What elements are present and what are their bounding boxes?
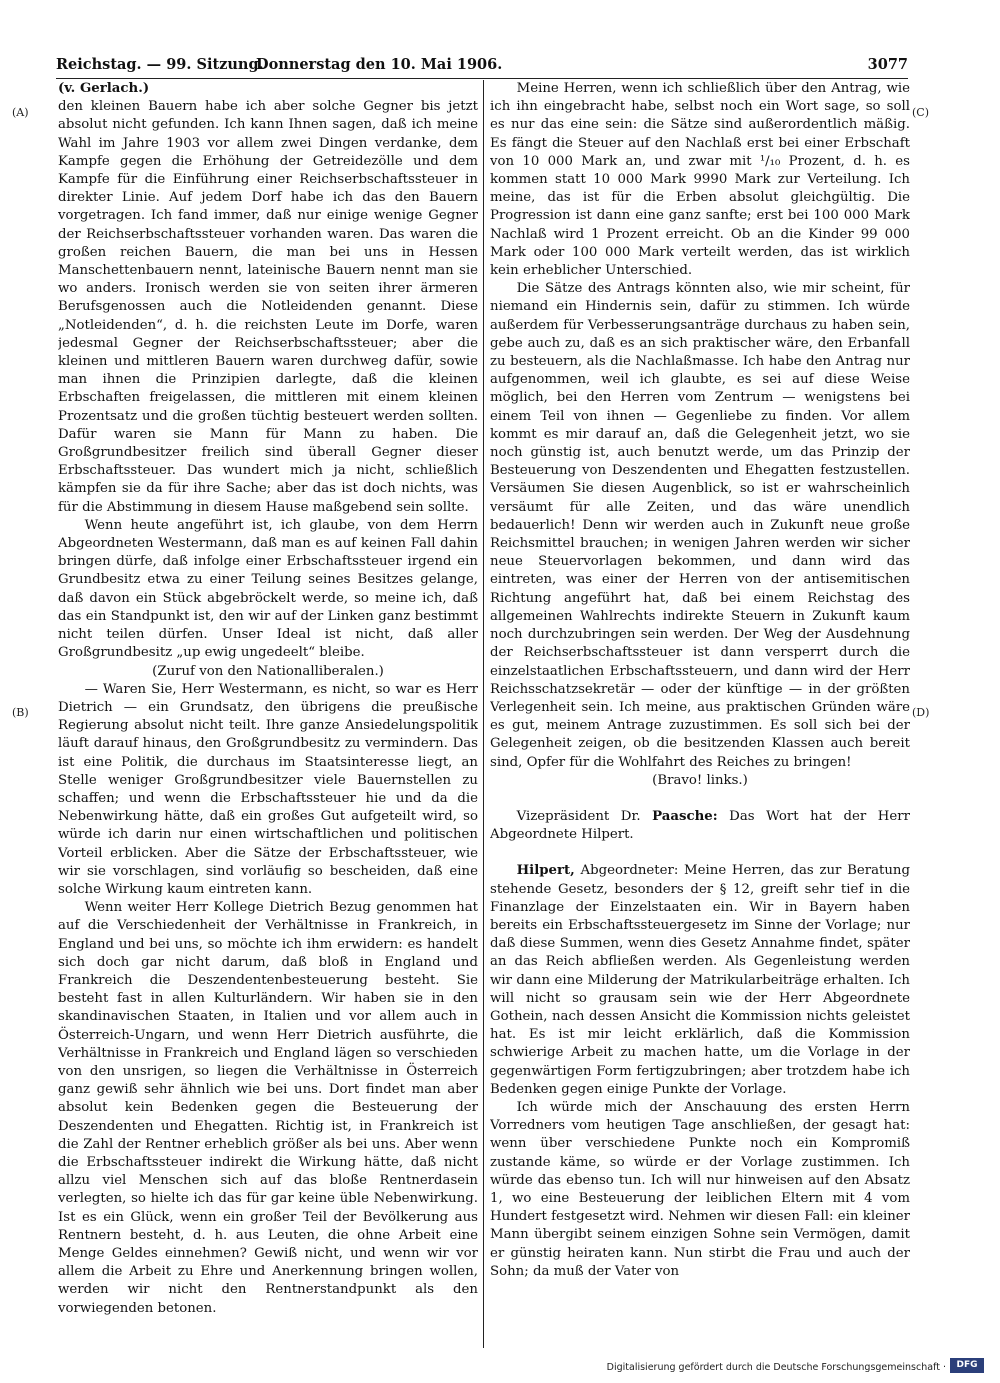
dfg-logo: DFG [950, 1358, 984, 1373]
vp-text: Das Wort hat der Herr Abgeordnete Hilpert. [490, 808, 910, 843]
vice-president-remark [490, 808, 910, 844]
applause: (Bravo! links.) [652, 772, 748, 788]
header-date: Donnerstag den 10. Mai 1906. [256, 56, 503, 73]
paragraph: Ich würde mich der Anschauung des ersten Herrn Vorredners vom heutigen Tage anschließen, der gesagt hat: wenn über verschiedene Punkte noch ein Kompromiß zustande käme, so würde er der Vorlage zustimmen. Ich würde das ebenso tun. Ich will nur hinweisen auf den Absatz 1, wo eine Besteuerung der leiblichen Eltern mit 4 vom Hundert festgesetzt wird. Nehmen wir diesen Fall: ein kleiner Mann übergibt seinem einzigen Sohne sein Vermögen, damit er günstig heiraten kann. Nun stirbt die Frau und auch der Sohn; da muß der Vater von [490, 1099, 910, 1279]
hilpert-name: Hilpert, [516, 863, 575, 879]
paragraph: den kleinen Bauern habe ich aber solche Gegner bis jetzt absolut nicht gefunden. Ich kann Ihnen sagen, daß ich meine Wahl im Jahre 1903 vor allem zwei Dingen verdanke, dem Kampfe gegen die Erhöhung der Getreidezölle und dem Kampfe für die Einführung einer Reichserbschaftssteuer in direkter Linie. Auf jedem Dorf habe ich das den Bauern vorgetragen. Ich fand immer, daß nur einige wenige Gegner der Reichserbschaftssteuer vorhanden waren. Das waren die großen reichen Bauern, die man bei uns in Hessen Manschettenbauern nennt, lateinische Bauern nennt man sie wo anders. Ironisch werden sie von seiten ihrer ärmeren Berufsgenossen auch die Notleidenden genannt. Diese „Notleidenden“, d. h. die reichsten Leute im Dorfe, waren jedesmal Gegner der Reichserbschaftssteuer; aber die kleinen und mittleren Bauern waren durchweg dafür, sowie man ihnen die Prinzipien darlegte, daß die kleinen Erbschaften freigelassen, die mittleren mit einem kleinen Prozentsatz und die großen tüchtig besteuert werden sollten. Dafür waren sie Mann für Mann zu haben. Die Großgrundbesitzer freilich sind überall Gegner dieser Erbschaftssteuer. Das wundert mich ja nicht, schließlich kämpfen sie da für ihre Sache; aber das ist doch nichts, was für die Abstimmung in diesem Hause maßgebend sein sollte. [58, 99, 478, 515]
header-session: Reichstag. — 99. Sitzung. [56, 56, 264, 73]
speaker-label: (v. Gerlach.) [58, 81, 150, 96]
digitization-credit: Digitalisierung gefördert durch die Deutsche Forschungsgemeinschaft · [606, 1362, 946, 1373]
margin-mark-c: (C) [912, 106, 929, 119]
margin-mark-a: (A) [12, 106, 29, 119]
paragraph: — Waren Sie, Herr Westermann, es nicht, so war es Herr Dietrich — ein Grundsatz, den übrigens die preußische Regierung absolut nicht teilt. Ihre ganze Ansiedelungspolitik läuft darauf hinaus, den Großgrundbesitz zu vermindern. Das ist eine Politik, die durchaus im Staatsinteresse liegt, an Stelle weniger Großgrundbesitzer viele Bauernstellen zu schaffen; und wenn die Erbschaftssteuer hie und da die Nebenwirkung hätte, daß ein großes Gut aufgeteilt wird, so würde ich darin nur einen wirtschaftlichen und politischen Vorteil erblicken. Aber die Sätze der Erbschaftssteuer, wie wir sie vorschlagen, sind vorläufig so bescheiden, daß eine solche Wirkung kaum eintreten kann. [58, 681, 478, 897]
margin-mark-d: (D) [912, 706, 930, 719]
page-number: 3077 [867, 56, 908, 73]
vp-prefix: Vizepräsident Dr. [516, 808, 653, 824]
interjection: (Zuruf von den Nationalliberalen.) [152, 663, 384, 679]
spacer [490, 790, 910, 808]
hilpert-speech [490, 862, 910, 1099]
left-column [58, 80, 478, 1350]
column-divider [483, 80, 484, 1348]
paragraph: Wenn weiter Herr Kollege Dietrich Bezug genommen hat auf die Verschiedenheit der Verhältnisse in Frankreich, in England und bei uns, so möchte ich ihm erwidern: es handelt sich doch gar nicht darum, daß bloß in England und Frankreich die Deszendentenbesteuerung besteht. Sie besteht fast in allen Kulturländern. Wir haben sie in den skandinavischen Staaten, in Italien und vor allem auch in Österreich-Ungarn, und wenn Herr Dietrich ausführte, die Verhältnisse in Frankreich und England lägen so verschieden von den unsrigen, so liegen die Verhältnisse in Österreich ganz gewiß sehr ähnlich wie bei uns. Dort findet man aber absolut kein Bedenken gegen die Besteuerung der Deszendenten und Ehegatten. Richtig ist, in Frankreich ist die Zahl der Rentner erheblich größer als bei uns. Aber wenn die Erbschaftssteuer indirekt die Wirkung hätte, daß nicht allzu viel Menschen sich auf das bloße Rentnerdasein verlegten, so hielte ich das für gar keine üble Nebenwirkung. Ist es ein Glück, wenn ein großer Teil der Bevölkerung aus Rentnern besteht, d. h. aus Leuten, die ohne Arbeit eine Menge Geldes einnehmen? Gewiß nicht, und wenn wir vor allem die Arbeit zu Ehre und Anerkennung bringen wollen, werden wir nicht den Rentnerstandpunkt als den vorwiegenden betonen. [58, 900, 478, 1316]
spacer [490, 844, 910, 862]
page-header [56, 56, 908, 78]
right-column [490, 80, 910, 1350]
header-rule [56, 78, 908, 79]
paragraph: Meine Herren, wenn ich schließlich über den Antrag, wie ich ihn eingebracht habe, selbst noch ein Wort sage, so soll es nur das eine sein: die Sätze sind außerordentlich mäßig. Es fängt die Steuer auf den Nachlaß erst bei einer Erbschaft von 10 000 Mark an, und zwar mit ¹/₁₀ Prozent, d. h. es kommen statt 10 000 Mark 9990 Mark zur Verteilung. Ich meine, das ist für die Erben absolut gleichgültig. Die Progression ist dann eine ganz sanfte; erst bei 100 000 Mark Nachlaß wird 1 Prozent erreicht. Ob an die Kinder 99 000 Mark oder 100 000 Mark verteilt werden, das ist wirklich kein erheblicher Unterschied. [490, 81, 910, 279]
paragraph: Die Sätze des Antrags könnten also, wie mir scheint, für niemand ein Hindernis sein, dafür zu stimmen. Ich würde außerdem für Verbesserungsanträge durchaus zu haben sein, gebe auch zu, daß es an sich praktischer wäre, den Erbanfall zu besteuern, als die Nachlaßmasse. Ich habe den Antrag nur aufgenommen, weil ich glaubte, es sei auf diese Weise möglich, bei den Herren vom Zentrum — wenigstens bei einem Teil von ihnen — Gegenliebe zu finden. Vor allem kommt es mir darauf an, daß die Gelegenheit jetzt, wo sie noch günstig ist, auch benutzt werde, um das Prinzip der Besteuerung von Deszendenten und Ehegatten festzustellen. Versäumen Sie diesen Augenblick, so ist er wahrscheinlich versäumt für alle Zeiten, und das wäre unendlich bedauerlich! Denn wir werden auch in Zukunft neue große Reichsmittel brauchen; in wenigen Jahren werden wir sicher neue Steuervorlagen bekommen, und dann wird das eintreten, was einer der Herren von der antisemitischen Richtung angeführt hat, daß bei einem Reichstag des allgemeinen Wahlrechts indirekte Steuern in Zukunft kaum noch durchzubringen sein werden. Der Weg der Ausdehnung der Reichserbschaftssteuer ist dann versperrt durch die einzelstaatlichen Erbschaftssteuern, und dann wird der Herr Reichsschatzsekretär — oder der künftige — in der größten Verlegenheit sein. Ich meine, aus praktischen Gründen wäre es gut, meinem Antrage zuzustimmen. Es soll sich bei der Gelegenheit zeigen, ob die besitzenden Klassen auch bereit sind, Opfer für die Wohlfahrt des Reiches zu bringen! [490, 281, 910, 770]
vp-name: Paasche: [652, 808, 718, 824]
paragraph: Wenn heute angeführt ist, ich glaube, von dem Herrn Abgeordneten Westermann, daß man es auf keinen Fall dahin bringen dürfe, daß infolge einer Erbschaftssteuer irgend ein Grundbesitz etwa zu einer Teilung seines Besitzes gelange, daß davon ein Stück abgebröckelt werde, so meine ich, daß das ein Standpunkt ist, den wir auf der Linken ganz bestimmt nicht teilen dürfen. Unser Ideal ist nicht, daß aller Großgrundbesitz „up ewig ungedeelt“ bleibe. [58, 517, 478, 661]
hilpert-text: Abgeordneter: Meine Herren, das zur Beratung stehende Gesetz, besonders der § 12, greift sehr tief in die Finanzlage der Einzelstaaten ein. Wir in Bayern haben bereits ein Erbschaftssteuergesetz im Sinne der Vorlage; nur daß diese Summen, wenn dies Gesetz Annahme findet, später an das Reich abfließen werden. Als Gegenleistung werden wir dann eine Milderung der Matrikularbeiträge erhalten. Ich will nicht so grausam sein wie der Herr Abgeordnete Gothein, nach dessen Ansicht die Kommission nichts geleistet hat. Es ist mir leicht erklärlich, daß die Kommission schwierige Arbeit zu machen hatte, um die Vorlage in der gegenwärtigen Form fertigzubringen; aber trotzdem habe ich Bedenken gegen einige Punkte der Vorlage. [490, 863, 910, 1097]
margin-mark-b: (B) [12, 706, 29, 719]
